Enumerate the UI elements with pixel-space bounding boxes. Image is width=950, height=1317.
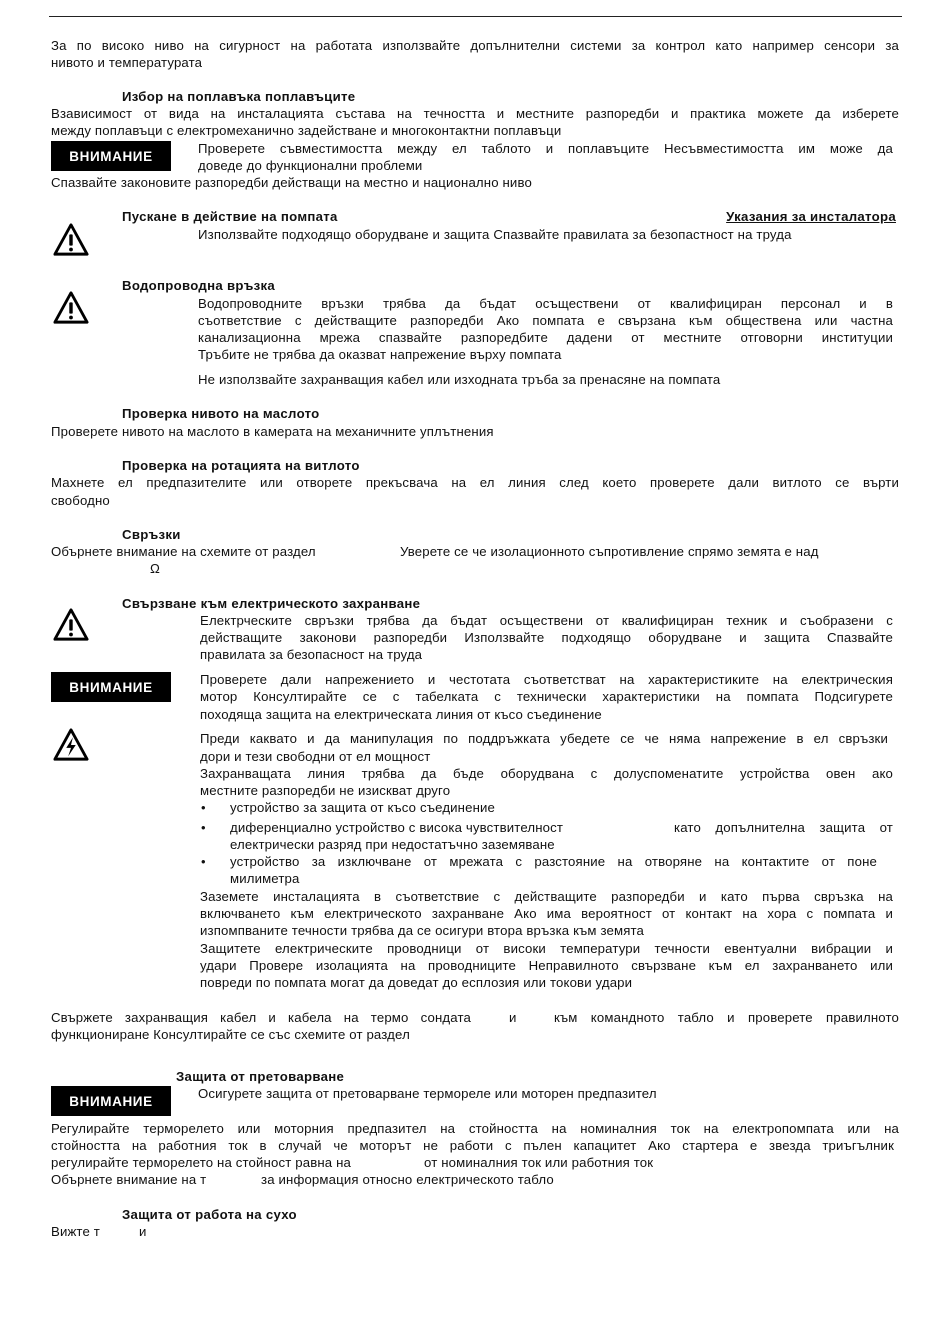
- power-d-line-1: Заземете инсталацията в съответствие с действащите разпоредби и като първа свръзка на: [200, 889, 893, 904]
- cable-line-1b: и: [509, 1010, 517, 1025]
- power-d-line-2: включването към електрическото захранване Ако има вероятност от контакт на хора с помпата и: [200, 906, 893, 921]
- water-line-4: Тръбите не трябва да оказват напрежение върху помпата: [198, 347, 562, 362]
- rotation-line-1: Махнете ел предпазителите или отворете прекъсвача на ел линия след което проверете дали витлото се върти: [51, 475, 899, 490]
- power-b-line-3: походяща защита на електрическата линия от късо съединение: [200, 707, 602, 722]
- power-c-line-1: Преди каквато и да манипулация по поддръжката убедете се че няма напрежение в ел свръзки: [200, 731, 888, 746]
- dry-run-heading: Защита от работа на сухо: [122, 1207, 297, 1222]
- bullet-3-text-a: устройство за изключване от мрежата с разстояние на отворяне на контактите от поне: [230, 854, 877, 869]
- water-line-5: Не използвайте захранващия кабел или изходната тръба за пренасяне на помпата: [198, 372, 721, 387]
- overload-line-3a: регулирайте терморелето на стойност равна на: [51, 1155, 351, 1170]
- cable-line-1c: към командното табло и проверете правилното: [554, 1010, 899, 1025]
- warning-triangle-icon: [52, 290, 90, 326]
- power-a-line-3: правилата за безопасност на труда: [200, 647, 423, 662]
- bullet-2-text-c: електрически разряд при недостатъчно заземяване: [230, 837, 555, 852]
- bullet-2-text-a: диференциално устройство с висока чувствителност: [230, 820, 564, 835]
- power-b-line-1: Проверете дали напрежението и честотата съответстват на характеристиките на електрическия: [200, 672, 893, 687]
- float-paragraph-line-2: между поплавъци с електромеханично задействане и многоконтактни поплавъци: [51, 123, 562, 138]
- connections-line-1a: Обърнете внимание на схемите от раздел: [51, 544, 316, 559]
- water-heading: Водопроводна връзка: [122, 278, 276, 293]
- intro-line-2: нивото и температурата: [51, 55, 203, 70]
- dry-run-text-b: и: [139, 1224, 147, 1239]
- connections-line-1b: Уверете се че изолационното съпротивление спрямо земята е над: [400, 544, 819, 559]
- startup-text: Използвайте подходящо оборудване и защита Спазвайте правилата за безопастност на труда: [198, 227, 792, 242]
- water-line-2: съответствие с действащите разпоредби Ако помпата е свързана към обществена или частна: [198, 313, 893, 328]
- warning-badge: ВНИМАНИЕ: [51, 672, 171, 702]
- oil-text: Проверете нивото на маслото в камерата на механичните уплътнения: [51, 424, 494, 439]
- float-law-note: Спазвайте законовите разпоредби действащи на местно и национално ниво: [51, 175, 532, 190]
- dry-run-text-a: Вижте т: [51, 1224, 100, 1239]
- bullet-3-text-b: милиметра: [230, 871, 300, 886]
- float-heading: Избор на поплавъка поплавъците: [122, 89, 356, 104]
- warning-triangle-icon: [52, 222, 90, 258]
- power-d-line-3: изпомпваните течности трябва да се осигури втора връзка към земята: [200, 923, 645, 938]
- power-c-line-4: местните разпоредби не изискват друго: [200, 783, 451, 798]
- bullet-1-text: устройство за защита от късо съединение: [230, 800, 496, 815]
- bullet-marker: •: [201, 854, 206, 869]
- float-warning-line-2: доведе до функционални проблеми: [198, 158, 423, 173]
- float-paragraph-line-1: Взависимост от вида на инсталацията състава на течността и местните разпоредби и практика можете да изберете: [51, 106, 899, 121]
- bullet-2-text-b: като допълнителна защита от: [674, 820, 893, 835]
- overload-warning-text: Осигурете защита от претоварване термореле или моторен предпазител: [198, 1086, 657, 1101]
- overload-line-4a: Обърнете внимание на т: [51, 1172, 207, 1187]
- bullet-marker: •: [201, 800, 206, 815]
- overload-heading: Защита от претоварване: [176, 1069, 345, 1084]
- water-line-1: Водопроводните връзки трябва да бъдат осъществени от квалифициран персонал и в: [198, 296, 893, 311]
- top-rule: [49, 16, 902, 17]
- overload-line-1: Регулирайте терморелето или моторния предпазител на стойността на номиналния ток на електропомпата или на: [51, 1121, 899, 1136]
- power-c-line-2: дори и тези свободни от ел мощност: [200, 749, 431, 764]
- cable-line-1a: Свържете захранващия кабел и кабела на термо сондата: [51, 1010, 471, 1025]
- power-e-line-1: Защитете електрическите проводници от високи температури течности евентуални вибрации и: [200, 941, 893, 956]
- electric-hazard-icon: [52, 727, 90, 763]
- overload-line-4b: за информация относно електрическото табло: [261, 1172, 554, 1187]
- rotation-line-2: свободно: [51, 493, 110, 508]
- power-a-line-2: действащите законови разпоредби Използвайте подходящо оборудване и защита Спазвайте: [200, 630, 893, 645]
- power-b-line-2: мотор Консултирайте се с табелката с технически характеристики на помпата Подсигурете: [200, 689, 893, 704]
- cable-line-2: функциониране Консултирайте се със схемите от раздел: [51, 1027, 410, 1042]
- installer-instructions-title: Указания за инсталатора: [726, 209, 896, 224]
- rotation-heading: Проверка на ротацията на витлото: [122, 458, 360, 473]
- bullet-marker: •: [201, 820, 206, 835]
- overload-line-2: стойността на работния ток в случай че моторът не работи с пълен капацитет Ако стартера е звезда триъгълник: [51, 1138, 894, 1153]
- overload-line-3b: от номиналния ток или работния ток: [424, 1155, 654, 1170]
- startup-heading: Пускане в действие на помпата: [122, 209, 338, 224]
- float-warning-line-1: Проверете съвместимостта между ел таблото и поплавъците Несъвместимостта им може да: [198, 141, 893, 156]
- power-c-line-3: Захранващата линия трябва да бъде оборудвана с долуспоменатите устройства овен ако: [200, 766, 893, 781]
- connections-heading: Свръзки: [122, 527, 181, 542]
- power-e-line-2: удари Провере изолацията на проводниците Неправилното свързване към ел захранването или: [200, 958, 893, 973]
- warning-badge: ВНИМАНИЕ: [51, 1086, 171, 1116]
- water-line-3: канализационна мрежа спазвайте разпоредбите дадени от местните отговорни институции: [198, 330, 893, 345]
- intro-line-1: За по високо ниво на сигурност на работата използвайте допълнителни системи за контрол като например сенсори за: [51, 38, 899, 53]
- power-heading: Свързване към електрическото захранване: [122, 596, 421, 611]
- oil-heading: Проверка нивото на маслото: [122, 406, 320, 421]
- power-e-line-3: повреди по помпата могат да доведат до есплозия или токови удари: [200, 975, 633, 990]
- power-a-line-1: Електрческите свръзки трябва да бъдат осъществени от квалифициран техник и съобразени с: [200, 613, 893, 628]
- warning-badge: ВНИМАНИЕ: [51, 141, 171, 171]
- warning-triangle-icon: [52, 607, 90, 643]
- omega-symbol: Ω: [150, 561, 161, 576]
